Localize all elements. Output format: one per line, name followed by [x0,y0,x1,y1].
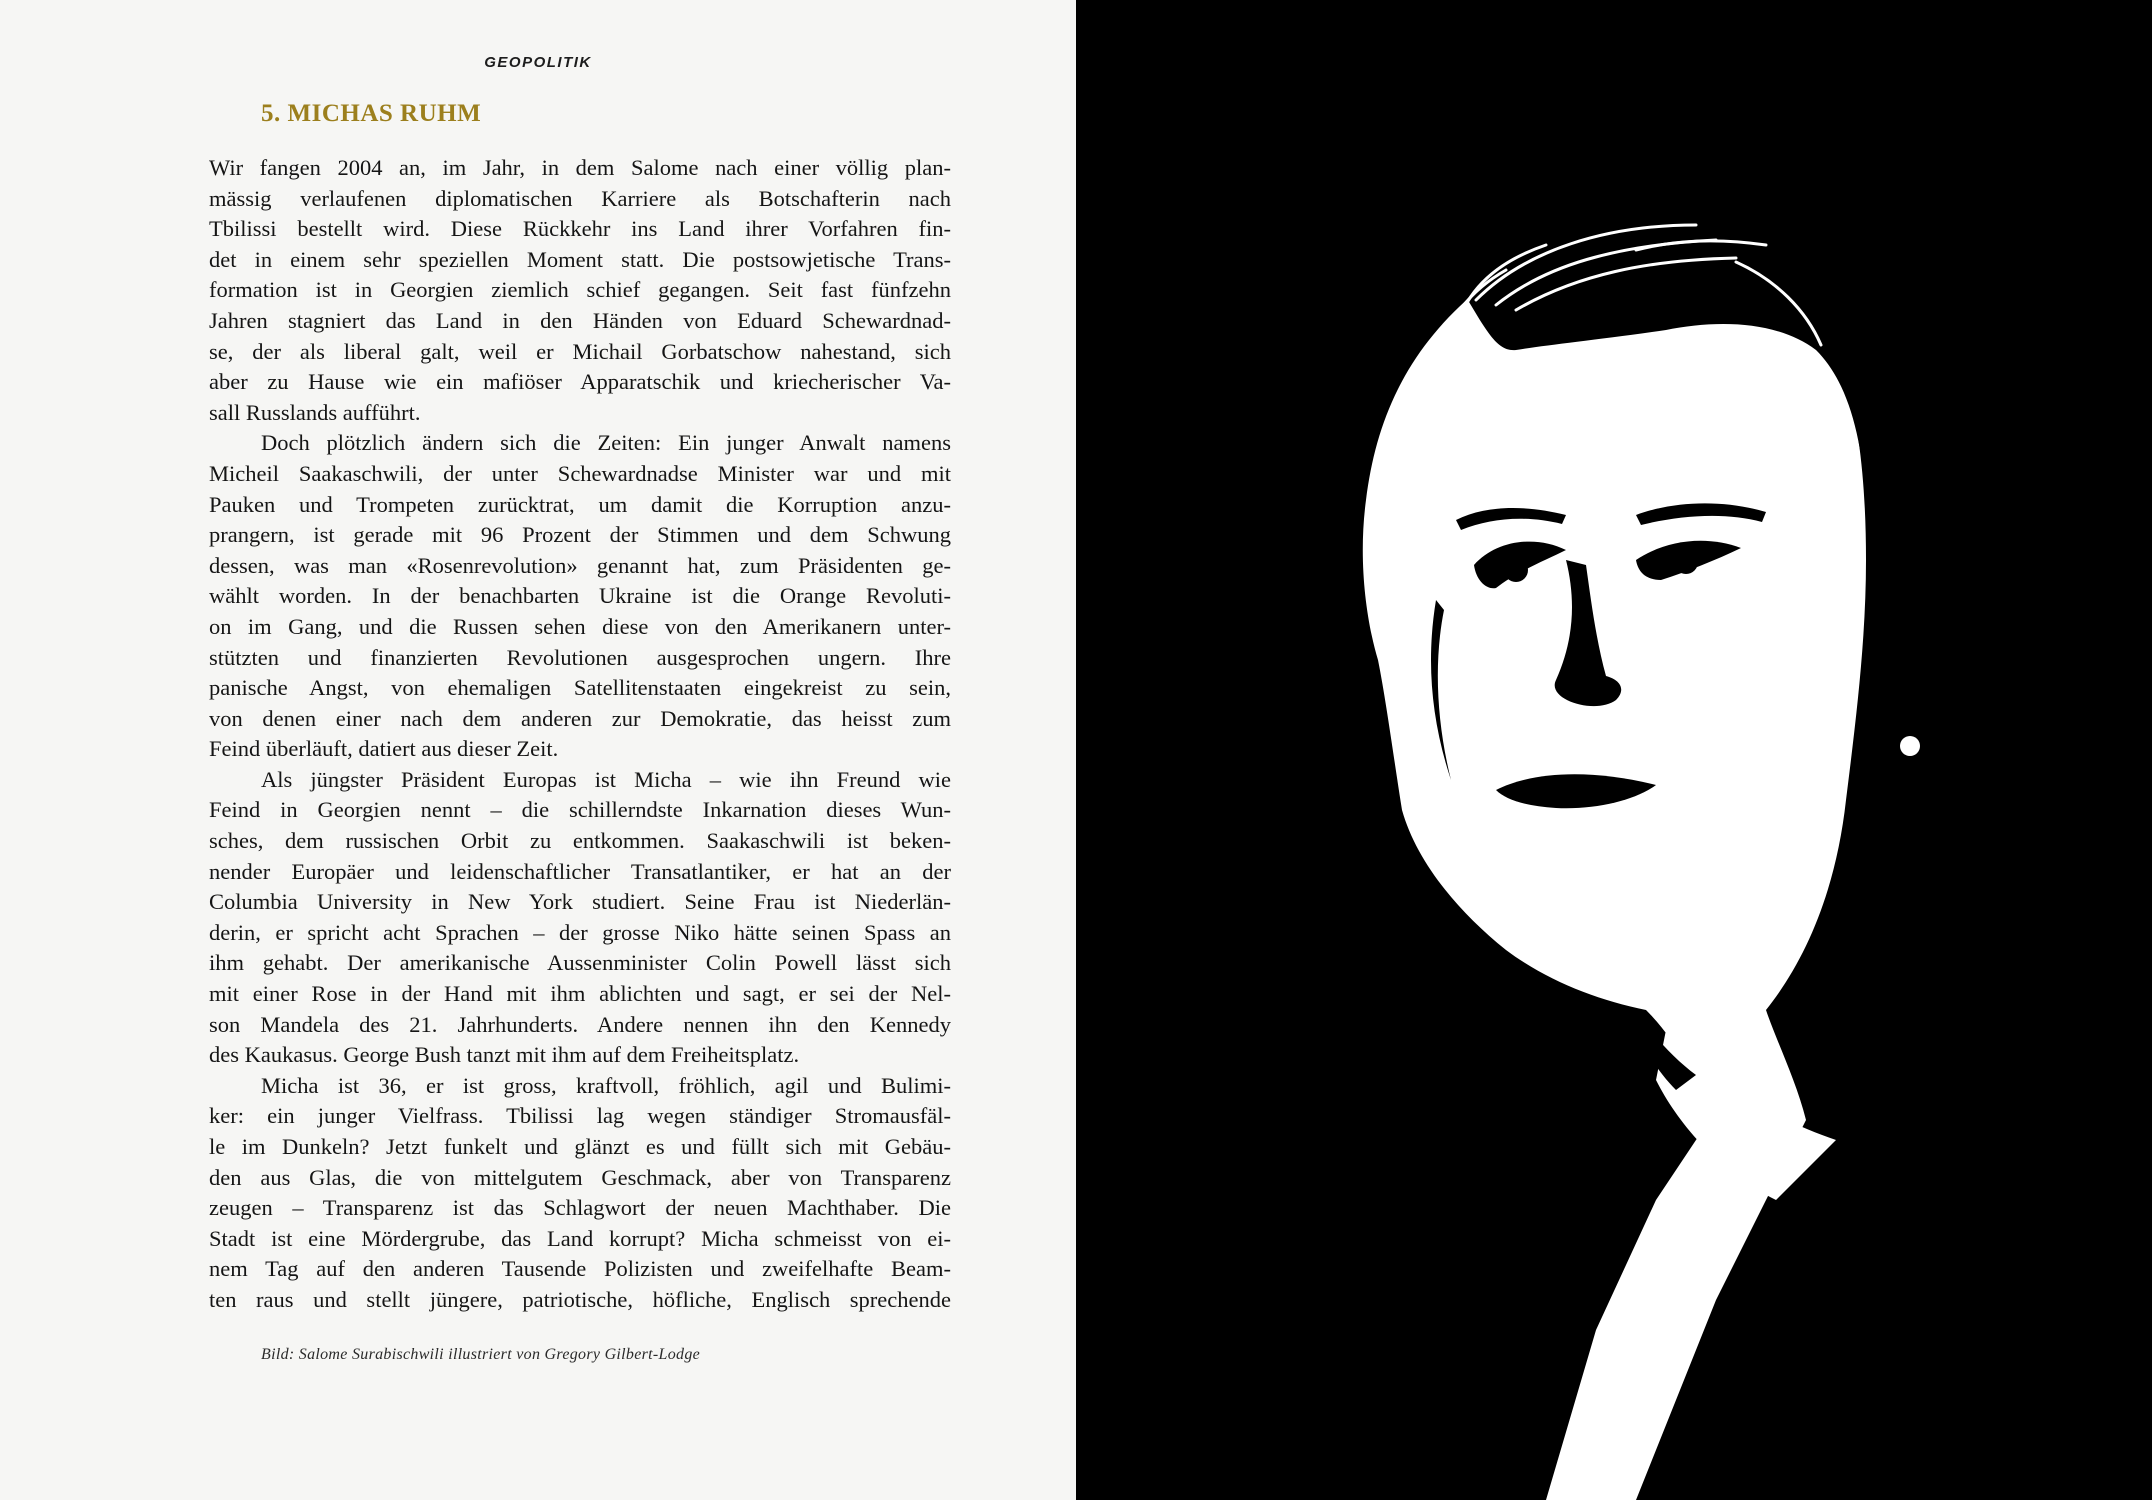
article-line: nem Tag auf den anderen Tausende Polizisten und zweifelhafte Beam- [209,1256,951,1282]
article-line: sches, dem russischen Orbit zu entkommen. Saakaschwili ist beken- [209,828,951,854]
article-line: Columbia University in New York studiert. Seine Frau ist Niederlän- [209,889,951,915]
article-line: se, der als liberal galt, weil er Michail Gorbatschow nahestand, sich [209,338,951,364]
article-body [209,153,951,1316]
article-line: Micha ist 36, er ist gross, kraftvoll, fröhlich, agil und Bulimi- [261,1072,951,1098]
article-line: ten raus und stellt jüngere, patriotische, höfliche, Englisch sprechende [209,1286,951,1312]
article-line: det in einem sehr speziellen Moment statt. Die postsowjetische Trans- [209,246,951,272]
section-label: GEOPOLITIK [484,54,592,71]
article-line: Feind in Georgien nennt – die schillerndste Inkarnation dieses Wun- [209,797,951,823]
article-line: Als jüngster Präsident Europas ist Micha – wie ihn Freund wie [261,766,951,792]
article-line: Tbilissi bestellt wird. Diese Rückkehr ins Land ihrer Vorfahren fin- [209,216,951,242]
article-line: Doch plötzlich ändern sich die Zeiten: Ein junger Anwalt namens [261,430,951,456]
article-line: ker: ein junger Vielfrass. Tbilissi lag wegen ständiger Stromausfäl- [209,1103,951,1129]
illustration-page [1076,0,2152,1500]
article-line: von denen einer nach dem anderen zur Demokratie, das heisst zum [209,705,951,731]
article-line: derin, er spricht acht Sprachen – der grosse Niko hätte seinen Spass an [209,919,951,945]
article-line: dessen, was man «Rosenrevolution» genannt hat, zum Präsidenten ge- [209,552,951,578]
article-line: Micheil Saakaschwili, der unter Schewardnadse Minister war und mit [209,460,951,486]
portrait-face [1363,253,1866,1500]
earring-icon [1900,736,1920,756]
article-line: den aus Glas, die von mittelgutem Geschmack, aber von Transparenz [209,1164,951,1190]
article-line: Feind überläuft, datiert aus dieser Zeit. [209,736,559,762]
article-line: prangern, ist gerade mit 96 Prozent der Stimmen und dem Schwung [209,522,951,548]
article-line: formation ist in Georgien ziemlich schief gegangen. Seit fast fünfzehn [209,277,951,303]
article-line: wählt worden. In der benachbarten Ukraine ist die Orange Revoluti- [209,583,951,609]
article-line: son Mandela des 21. Jahrhunderts. Andere nennen ihn den Kennedy [209,1011,951,1037]
article-line: Stadt ist eine Mördergrube, das Land korrupt? Micha schmeisst von ei- [209,1225,951,1251]
article-line: Pauken und Trompeten zurücktrat, um damit die Korruption anzu- [209,491,951,517]
article-line: Wir fangen 2004 an, im Jahr, in dem Salome nach einer völlig plan- [209,155,951,180]
portrait-illustration [1076,0,2152,1500]
image-caption: Bild: Salome Surabischwili illustriert von Gregory Gilbert-Lodge [261,1346,701,1363]
article-line: zeugen – Transparenz ist das Schlagwort der neuen Machthaber. Die [209,1195,951,1221]
article-line: mässig verlaufenen diplomatischen Karriere als Botschafterin nach [209,185,951,211]
article-line: sall Russlands aufführt. [209,399,421,425]
article-line: mit einer Rose in der Hand mit ihm ablichten und sagt, er sei der Nel- [209,981,951,1007]
article-line: Jahren stagniert das Land in den Händen von Eduard Schewardnad- [209,307,951,333]
article-line: stützten und finanzierten Revolutionen ausgesprochen ungern. Ihre [209,644,951,670]
article-line: des Kaukasus. George Bush tanzt mit ihm auf dem Freiheitsplatz. [209,1042,800,1068]
chapter-title: 5. MICHAS RUHM [261,100,482,127]
article-line: nender Europäer und leidenschaftlicher Transatlantiker, er hat an der [209,858,951,884]
article-line: aber zu Hause wie ein mafiöser Apparatschik und kriecherischer Va- [209,369,951,395]
article-line: panische Angst, von ehemaligen Satellitenstaaten eingekreist zu sein, [209,675,951,701]
article-line: le im Dunkeln? Jetzt funkelt und glänzt es und füllt sich mit Gebäu- [209,1134,951,1159]
article-line: ihm gehabt. Der amerikanische Aussenminister Colin Powell lässt sich [209,950,951,976]
article-line: on im Gang, und die Russen sehen diese von den Amerikanern unter- [209,613,951,639]
